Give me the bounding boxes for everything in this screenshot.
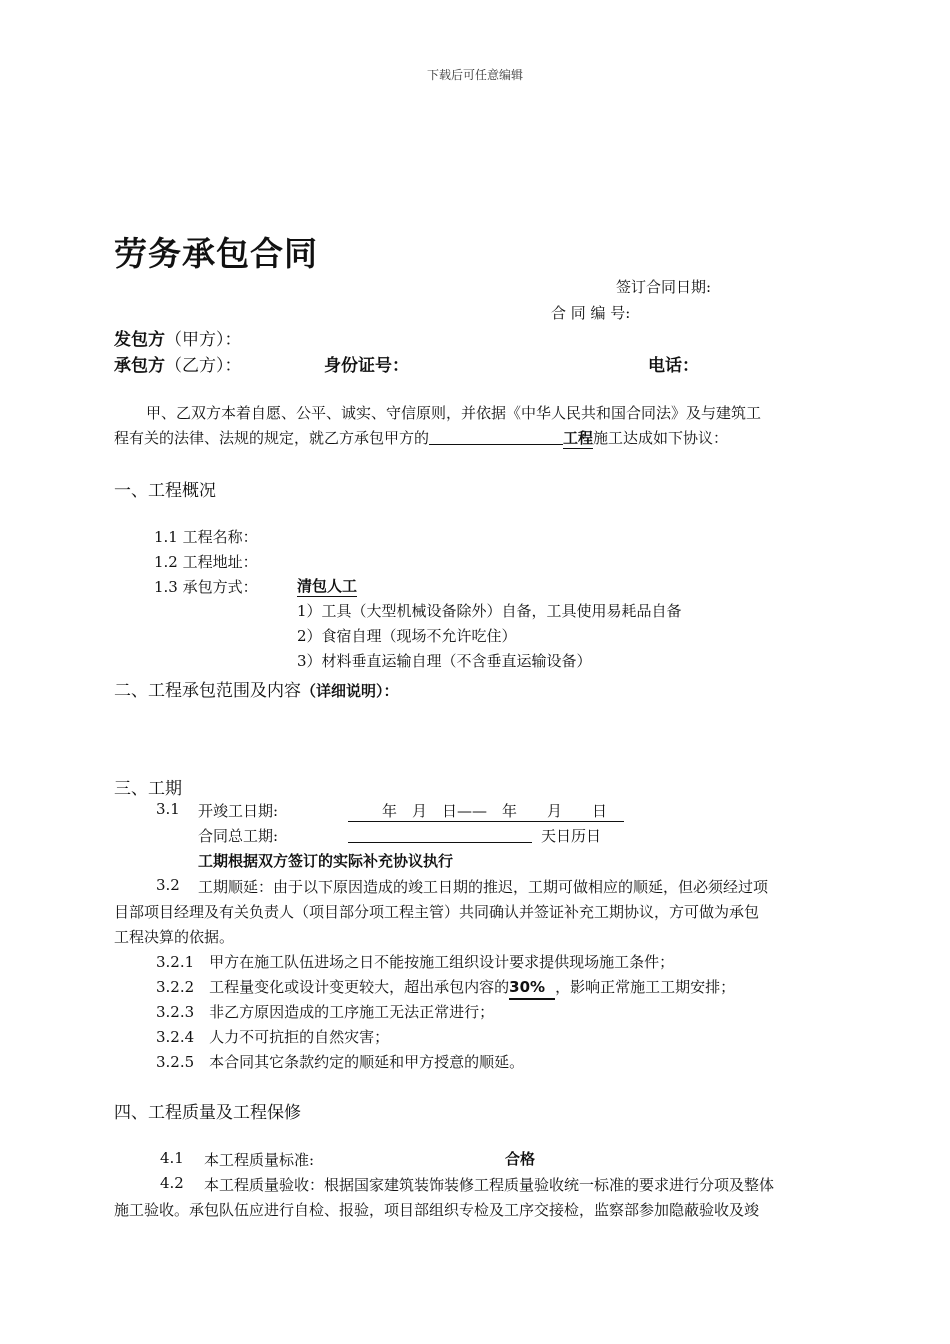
item-4-2-line-2: 施工验收。承包队伍应进行自检、报验，项目部组织专检及工序交接检，监察部参加隐蔽验收及竣	[114, 1201, 760, 1219]
document-title: 劳务承包合同	[114, 234, 318, 273]
page-header: 下载后可任意编辑	[426, 68, 523, 82]
section-2-title-line	[114, 676, 399, 701]
item-3-2-line-3: 工程决算的依据。	[114, 928, 235, 946]
item-3-2-2	[156, 976, 735, 1000]
item-3-2-2-end: ，影响正常施工工期安排；	[555, 978, 736, 996]
item-1-3-num: 1.3	[154, 578, 178, 596]
section-1-title: 一、工程概况	[114, 481, 216, 501]
item-1-1-label: 工程名称：	[182, 528, 258, 546]
intro-line-2-start: 程有关的法律、法规的规定，就乙方承包甲方的	[114, 429, 430, 447]
item-1-1-num: 1.1	[154, 528, 178, 546]
party-a-label: 发包方	[114, 330, 165, 350]
mode-sub-3: 3）材料垂直运输自理（不含垂直运输设备）	[297, 652, 592, 670]
party-a-line	[114, 325, 242, 350]
intro-line-2	[114, 427, 728, 449]
item-1-1	[154, 526, 258, 547]
party-b-label: 承包方	[114, 356, 165, 376]
item-3-2-num: 3.2	[156, 876, 180, 894]
item-4-2-line-1: 本工程质量验收：根据国家建筑装饰装修工程质量验收统一标准的要求进行分项及整体	[204, 1176, 775, 1194]
item-3-2-2-start: 3.2.2 工程量变化或设计变更较大，超出承包内容的	[156, 978, 510, 996]
item-3-2-line-1: 工期顺延：由于以下原因造成的竣工日期的推迟，工期可做相应的顺延，但必须经过项	[198, 878, 769, 896]
phone-label: 电话：	[648, 356, 699, 376]
party-a-suffix: （甲方）：	[165, 330, 242, 350]
quality-standard-value: 合格	[505, 1150, 536, 1168]
item-3-2-5: 3.2.5 本合同其它条款约定的顺延和甲方授意的顺延。	[156, 1053, 525, 1071]
item-3-2-4: 3.2.4 人力不可抗拒的自然灾害；	[156, 1028, 390, 1046]
mode-sub-1: 1）工具（大型机械设备除外）自备，工具使用易耗品自备	[297, 602, 682, 620]
item-1-3	[154, 576, 258, 597]
intro-line-1: 甲、乙双方本着自愿、公平、诚实、守信原则，并依据《中华人民共和国合同法》及与建筑工	[146, 404, 762, 422]
section-4-title: 四、工程质量及工程保修	[114, 1103, 301, 1123]
total-duration-suffix: 天日历日	[541, 827, 602, 845]
item-1-3-label: 承包方式：	[182, 578, 258, 596]
item-4-1-num: 4.1	[160, 1149, 184, 1167]
item-1-2-num: 1.2	[154, 553, 178, 571]
item-4-2-num: 4.2	[160, 1174, 184, 1192]
party-b-suffix: （乙方）：	[165, 356, 242, 376]
start-end-date-field[interactable]: 年 月 日—— 年 月 日	[348, 800, 624, 822]
contract-mode-value: 清包人工	[297, 577, 358, 595]
section-2-note: （详细说明）：	[301, 682, 399, 700]
total-duration-label: 合同总工期:	[198, 827, 279, 845]
item-3-2-3: 3.2.3 非乙方原因造成的工序施工无法正常进行；	[156, 1003, 495, 1021]
start-end-date-label: 开竣工日期:	[198, 802, 279, 820]
duration-note: 工期根据双方签订的实际补充协议执行	[198, 852, 454, 870]
item-1-2	[154, 551, 258, 572]
section-2-title: 二、工程承包范围及内容	[114, 681, 301, 701]
item-1-2-label: 工程地址：	[182, 553, 258, 571]
project-name-blank[interactable]	[429, 429, 563, 445]
item-3-1-num: 3.1	[156, 800, 180, 818]
party-b-line	[114, 351, 242, 376]
quality-standard-label: 本工程质量标准:	[204, 1151, 315, 1169]
item-3-2-1: 3.2.1 甲方在施工队伍进场之日不能按施工组织设计要求提供现场施工条件；	[156, 953, 675, 971]
item-3-2-line-2: 目部项目经理及有关负责人（项目部分项工程主管）共同确认并签证补充工期协议，方可做为承包	[114, 903, 760, 921]
excess-percent: 30%	[509, 978, 555, 1000]
intro-project-word: 工程	[563, 429, 594, 447]
id-number-label: 身份证号：	[324, 356, 409, 376]
section-3-title: 三、工期	[114, 779, 182, 799]
mode-sub-2: 2）食宿自理（现场不允许吃住）	[297, 627, 517, 645]
sign-date-label: 签订合同日期:	[616, 278, 712, 296]
intro-line-2-end: 施工达成如下协议：	[593, 429, 729, 447]
total-duration-blank[interactable]	[348, 826, 532, 843]
contract-number-label: 合 同 编 号:	[551, 304, 631, 322]
